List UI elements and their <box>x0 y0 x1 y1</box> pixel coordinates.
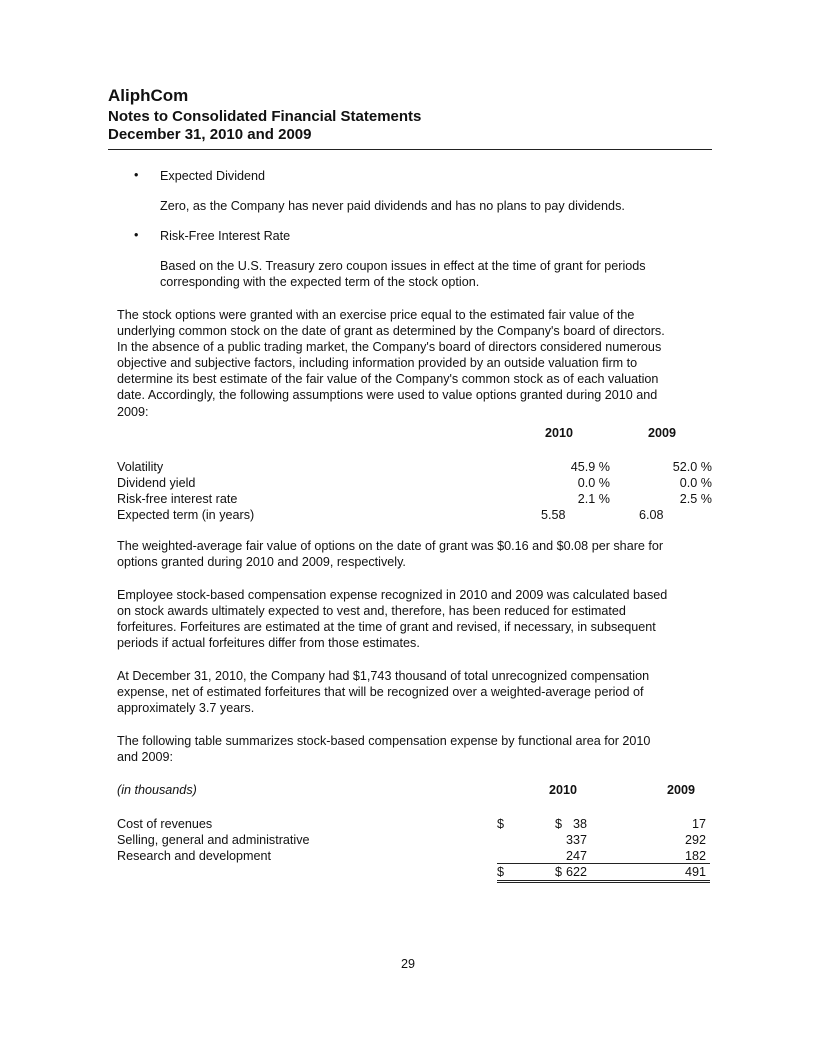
currency-symbol: $ <box>555 817 563 831</box>
paragraph-forfeitures <box>117 587 667 651</box>
text-line: and 2009: <box>117 750 174 765</box>
text-line: objective and subjective factors, including information provided by an outside valuation firm to <box>117 356 638 371</box>
table-row <box>117 507 717 523</box>
text-line: corresponding with the expected term of the stock option. <box>160 275 480 290</box>
text-line: determine its best estimate of the fair value of the Company's common stock as of each valuation <box>117 372 659 387</box>
bullet-icon: • <box>134 168 139 182</box>
assumptions-table <box>117 425 717 523</box>
column-header-2010: 2010 <box>545 426 574 440</box>
page-number: 29 <box>400 957 415 971</box>
value-2009: 292 <box>684 833 706 847</box>
table-row <box>117 475 717 491</box>
text-line: Employee stock-based compensation expense recognized in 2010 and 2009 was calculated based <box>117 588 668 602</box>
bullet-label: Risk-Free Interest Rate <box>160 229 291 243</box>
bullet-text <box>160 198 625 214</box>
currency-symbol: $ <box>497 865 505 879</box>
text-line: on stock awards ultimately expected to vest and, therefore, has been reduced for estimated <box>117 604 626 619</box>
text-line: 2009: <box>117 404 149 419</box>
currency-symbol: $ <box>555 865 563 879</box>
table-row <box>117 848 717 864</box>
total-2009: 491 <box>684 865 706 879</box>
table-row <box>117 816 717 832</box>
paragraph-unrecognized <box>117 668 649 716</box>
unit-label: (in thousands) <box>117 783 197 797</box>
value-2010: 337 <box>565 833 587 847</box>
text-line: The following table summarizes stock-based compensation expense by functional area for 2010 <box>117 734 651 748</box>
paragraph-exercise-price <box>117 307 665 420</box>
value-2010: 45.9 % <box>570 460 610 474</box>
text-line: The stock options were granted with an exercise price equal to the estimated fair value of the <box>117 308 635 322</box>
table-row <box>117 491 717 507</box>
row-label: Selling, general and administrative <box>117 833 310 847</box>
expense-table <box>117 782 717 880</box>
text-line: approximately 3.7 years. <box>117 701 255 716</box>
row-label: Risk-free interest rate <box>117 492 238 506</box>
bullet-text <box>160 258 646 290</box>
value-2009: 0.0 % <box>679 476 712 490</box>
document-period: December 31, 2010 and 2009 <box>108 126 312 143</box>
text-line: In the absence of a public trading market, the Company's board of directors considered numerous <box>117 340 662 355</box>
value-2010: 2.1 % <box>577 492 610 506</box>
text-line: underlying common stock on the date of grant as determined by the Company's board of directors. <box>117 324 665 339</box>
value-2009: 52.0 % <box>672 460 712 474</box>
column-header-2010: 2010 <box>549 783 578 797</box>
row-label: Expected term (in years) <box>117 508 255 522</box>
header-rule <box>108 149 712 150</box>
total-2010: 622 <box>565 865 587 879</box>
currency-symbol: $ <box>497 817 505 831</box>
bullet-icon: • <box>134 228 139 242</box>
company-name: AliphCom <box>108 86 189 105</box>
text-line: Based on the U.S. Treasury zero coupon issues in effect at the time of grant for periods <box>160 259 646 273</box>
paragraph-table-intro <box>117 733 650 765</box>
value-2009: 6.08 <box>639 508 664 522</box>
total-rule <box>555 878 710 883</box>
text-line: options granted during 2010 and 2009, respectively. <box>117 555 406 570</box>
bullet-label: Expected Dividend <box>160 169 266 183</box>
column-header-2009: 2009 <box>667 783 696 797</box>
value-2010: 0.0 % <box>577 476 610 490</box>
column-header-2009: 2009 <box>648 426 677 440</box>
value-2009: 182 <box>684 849 706 863</box>
document-title: Notes to Consolidated Financial Statements <box>108 108 422 125</box>
row-label: Volatility <box>117 460 164 474</box>
value-2010: 247 <box>565 849 587 863</box>
row-label: Dividend yield <box>117 476 196 490</box>
total-row <box>117 864 717 880</box>
value-2009: 2.5 % <box>679 492 712 506</box>
table-row <box>117 459 717 475</box>
text-line: The weighted-average fair value of options on the date of grant was $0.16 and $0.08 per share for <box>117 539 664 553</box>
text-line: periods if actual forfeitures differ from those estimates. <box>117 636 420 651</box>
text-line: Zero, as the Company has never paid dividends and has no plans to pay dividends. <box>160 199 625 213</box>
row-label: Cost of revenues <box>117 817 213 831</box>
value-2010: 5.58 <box>541 508 566 522</box>
text-line: expense, net of estimated forfeitures that will be recognized over a weighted-average period of <box>117 685 644 700</box>
text-line: date. Accordingly, the following assumptions were used to value options granted during 2010 and <box>117 388 658 403</box>
row-label: Research and development <box>117 849 272 863</box>
table-row <box>117 832 717 848</box>
value-2009: 17 <box>691 817 706 831</box>
text-line: At December 31, 2010, the Company had $1,743 thousand of total unrecognized compensation <box>117 669 650 683</box>
text-line: forfeitures. Forfeitures are estimated at the time of grant and revised, if necessary, in subsequent <box>117 620 656 635</box>
value-2010: 38 <box>572 817 587 831</box>
paragraph-fair-value <box>117 538 663 570</box>
